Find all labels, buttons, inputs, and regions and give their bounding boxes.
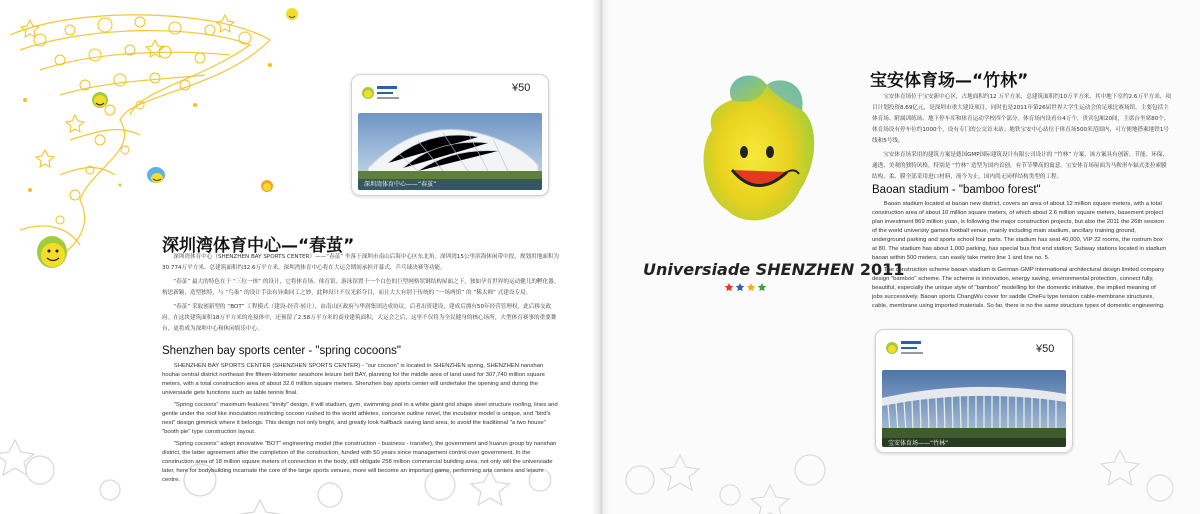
right-page xyxy=(600,0,1200,514)
card-photo-bamboo-forest xyxy=(882,370,1066,447)
paragraph: 宝安体育场采用的建筑方案是德国GMP国际建筑设计有限公司设计的 “竹林” 方案。该方案具有创新、节能、环保、通透、美观的独特风格，特别是 “竹林” 造型为国内首创，有节节攀高的寓意。宝安体育场屋面为马鞍形车辐式张拉索膜结构，柔、膜全部采用进口材料，流今为止，国内尚无同样结构类型的工程。 xyxy=(872,152,1168,180)
mascot-small-top xyxy=(92,92,108,108)
universiade-brand xyxy=(643,260,904,279)
paragraph: "Spring cocoons" maximum features "trinity" design, it will stadium, gym, swimming pool in a white giant grid shape steel structure roofing, lines and gentle under the roof like inoculation restricting cocoon rushed to the world athletes, conceive outline novel, the incubator model is unique, and "bird's nest" design gimmick where it belongs. This design not only bright, and greatly look halfback saving land area, to avoid the traditional "a two house" "booth pie" type construction layout. xyxy=(162,402,558,435)
colored-stars-icon xyxy=(724,282,768,294)
china-telecom-logo xyxy=(359,81,403,107)
body-text-en xyxy=(162,362,558,488)
section-title-en: Shenzhen bay sports center - "spring cocoons" xyxy=(162,345,401,357)
brand-name: Universiade SHENZHEN xyxy=(643,260,855,279)
card-caption: 深圳湾体育中心——“春茧” xyxy=(364,181,437,188)
universiade-mascot-logo xyxy=(692,70,822,240)
card-price: ¥50 xyxy=(512,82,531,94)
body-text-cn xyxy=(162,252,562,338)
paragraph: The construction scheme baoan stadium is German GMP international architectural design limited company design "bamboo" scheme. The scheme is innovation, energy saving, environmental protection, connect fully, beautiful, especially the unique style of "bamboo" modelling for the domestic initiative, the implied meaning of jobs successively. Baoan sports ChangWu cover for saddle CheFu type tension cable-membrane structures, cable, membrane using imported materials. So far, there is no the same structure types of domestic engineering. xyxy=(872,267,1165,309)
card-price: ¥50 xyxy=(1036,343,1055,355)
paragraph: “春茧” 采取创新型的 “BOT” 工程模式（建设-经营-转让），由南山区政府与华润集团达成协议，后者出资建设，建成后拥有50年经营管理权，此后移交政府。在这块建筑面积18万平方米的连接体中，还预留了2.58万平方米的商业建筑面积，大运会之后，这里不仅将为全民健身的核心场所，大型体育赛事的重要舞台，更将成为深圳中心和休闲娱乐中心。 xyxy=(162,304,557,332)
china-telecom-logo xyxy=(883,336,927,362)
phone-card-bamboo-forest xyxy=(875,329,1073,453)
paragraph: 深圳湾体育中心（SHENZHEN BAY SPORTS CENTER）——“春茧” 坐落于深圳市南山后海中心区东北角，深圳湾15公里滨海休闲带中段，规划用地面积为30.774万平方米，总建筑面积约32.6万平方米。深圳湾体育中心将在大运会期间承担开幕式、乒乓球决赛等功能。 xyxy=(162,254,560,271)
paragraph: “春茧” 最大的特色在于 “三位一体” 的设计，它将体育场、体育馆、游泳馆置于一个白色的巨型网格状钢结构屋面之下，独如孕育世界的运动健儿的孵化器。构思新颖，造型独特，与 “鸟巢” 的设计手法有异曲同工之妙，此种设计不仅光彩夺目，而且大大有别于传统的 “一场两馆” 的 “稀太师” 式建设专局。 xyxy=(162,279,560,296)
paragraph: 宝安体育场位于宝安新中心区，占地面积约12 万平方米，总建筑面积约10万平方米，其中地下室约2.6万平方米，项目计划投资8.69亿元，是深圳市重大建设项目，同时也是2011年第26届世界大学生运动会的足球比赛场馆。主要包括主体育场、附属训练场、地下停车库和体育运动学校四个部分。体育场内设看台4万个，贵宾包厢20间，主席台坐席80个，体育场设有停车位约1000个，设有专门的公交首末站；地铁宝安中心站位于体育场500米范围内，可方便地搭乘地铁1号线和5号线。 xyxy=(872,94,1172,144)
paragraph: SHENZHEN BAY SPORTS CENTER (SHENZHEN SPORTS CENTER) - "our cocoon" is located in SHENZHEN spring, SHENZHEN nanshan houhai central district northeast the fifteen-kilometer seashore leisure belt BAY, planning for the middle area of land used for 307,740 million square meters, with a total construction area of about 32.6 million square meters. Shenzhen bay sports center will undertake the opening and during the universiade gets functions such as table tennis final. xyxy=(162,363,545,396)
section-title-cn: 深圳湾体育中心—“春茧” xyxy=(162,236,355,256)
section-title-en: Baoan stadium - "bamboo forest" xyxy=(872,184,1041,196)
book-gutter-shadow xyxy=(592,0,610,514)
body-text-en xyxy=(872,200,1168,314)
card-caption: 宝安体育场——“竹林” xyxy=(888,440,949,447)
phone-card-spring-cocoon xyxy=(351,74,549,196)
paragraph: "Spring cocoons" adopt innovative "BOT" engineering model (the construction - business - transfer), the government and huarun group by nanshan district, the latter agreement after the completion of the construction, funded with 50 years since management control over government. In the construction area of 18 million square meters of connection in the body, still obligate 258 million commercial building area, not only will the universiade later, here for bodybuilding incarnate the core of the large sports venues, more will become an important game, performing arts centers and leisure centre. xyxy=(162,441,557,483)
brand-year: 2011 xyxy=(859,260,905,279)
paragraph: Baoan stadium located at baoan new district, covers an area of about 12 million square meters, with a total construction area of about 10 million square meters, of which about 2.6 million square meters, basement project plan investment 869 million yuan, is following the major construction projects, but also the 2011 the 26th session of the world university games football venue, mainly including main stadium, ancillary training ground, underground parking and sports school four parts. The stadium has seat 40,000, VIP 22 rooms, the rostrum box at 80. The stadium has about 1,000 parking, has special bus first end station; Subway stations located in stadium baoan within 500 meters, can easily take metro line 1 and line no. 5. xyxy=(872,201,1167,261)
body-text-cn xyxy=(872,92,1172,186)
section-title-cn: 宝安体育场—“竹林” xyxy=(870,71,1029,91)
